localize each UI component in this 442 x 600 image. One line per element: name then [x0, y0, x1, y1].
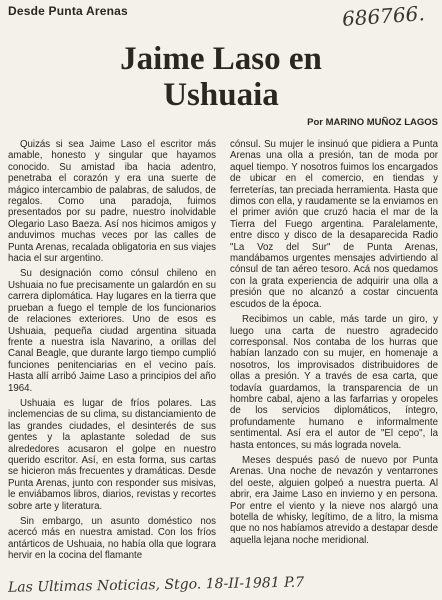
handwritten-archive-number: 686766.: [341, 1, 426, 31]
paragraph: Sin embargo, un asunto doméstico nos acercó más en nuestra amistad. Con los fríos antárticos de Ushuaia, no había olla que lograra hervir en la cocina del flamante: [8, 516, 216, 562]
byline: Por MARINO MUÑOZ LAGOS: [307, 117, 438, 128]
paragraph: Recibimos un cable, más tarde un giro, y luego una carta de nuestro agradecido corresponsal. Nos contaba de los hurras que habían lanzado con su mujer, en homenaje a nosotros, los improvisados distribuidores de ollas a presión. Y a través de esa carta, que todavía guardamos, la transparencia de un hombre cabal, ajeno a las farfarrias y oropeles de los servicios diplomáticos, íntegro, profundamente humano e informalmente sentimental. Así era el autor de "El cepo", la hasta entonces, su más lograda novela.: [230, 314, 438, 451]
section-label: Desde Punta Arenas: [8, 4, 128, 18]
article-column-left: [8, 139, 216, 566]
article-column-right: [230, 139, 438, 550]
paragraph: Meses después pasó de nuevo por Punta Arenas. Una noche de nevazón y ventarrones del oeste, alguien golpeó a nuestra puerta. Al abrir, era Jaime Laso en invierno y en persona. Por entre el viento y la nieve nos alargó una botella de whisky, legítimo, de a litro, la misma que no nos habíamos atrevido a destapar desde aquella lejana noche meridional.: [230, 454, 438, 546]
paragraph: Ushuaia es lugar de fríos polares. Las inclemencias de su clima, su distanciamiento de las grandes ciudades, el desinterés de sus gentes y la aplastante soledad de sus alrededores acusaron el golpe en nuestro querido escritor. Así, en esta forma, sus cartas se hicieron más frecuentes y dramáticas. Desde Punta Arenas, junto con responder sus misivas, le enviábamos libros, diarios, revistas y recortes sobre arte y literatura.: [8, 397, 216, 512]
article-title-line-2: Ushuaia: [163, 77, 279, 113]
paragraph: Su designación como cónsul chileno en Ushuaia no fue precisamente un galardón en su carrera diplomática. Hay lugares en la tierra que prueban a fuego el temple de los funcionarios de relaciones exteriores. Uno de esos es Ushuaia, pequeña ciudad argentina situada frente a nuestra isla Navarino, a orillas del Canal Beagle, que durante largo tiempo cumplió funciones penitenciarias en el vecino país. Hasta allí arribó Jaime Laso a principios del año 1964.: [8, 268, 216, 394]
paragraph: Quizás si sea Jaime Laso el escritor más amable, honesto y singular que hayamos conocido. Su amistad iba hacia adentro, penetraba el corazón y era una suerte de mágico intercambio de palabras, de saludos, de regalos. Como una paradoja, fuimos presentados por su padre, nuestro inolvidable Olegario Laso Baeza. Así nos hicimos amigos y anduvimos muchas veces por las calles de Punta Arenas, recalada obligatoria en sus viajes hacia el sur argentino.: [8, 139, 216, 265]
article-title-line-1: Jaime Laso en: [120, 41, 322, 77]
paragraph: cónsul. Su mujer le insinuó que pidiera a Punta Arenas una olla a presión, tan de moda por aquel tiempo. Y nosotros fuimos los encargados de ubicar en el comercio, en tiendas y ferreterías, tan preciada herramienta. Hasta que dimos con ella, y raudamente se la enviamos en el primer avión que cruzó hacia el mar de la Tierra del Fuego argentina. Paralelamente, entre disco y disco de la desaparecida Radio "La Voz del Sur" de Punta Arenas, mandábamos urgentes mensajes advirtiendo al cónsul de tan aéreo tesoro. Acá nos quedamos con la grata experiencia de adquirir una olla a presión que no alcanzó a costar cincuenta escudos de la época.: [230, 139, 438, 310]
handwritten-source-note: Las Ultimas Noticias, Stgo. 18-II-1981 P.7: [7, 574, 305, 596]
